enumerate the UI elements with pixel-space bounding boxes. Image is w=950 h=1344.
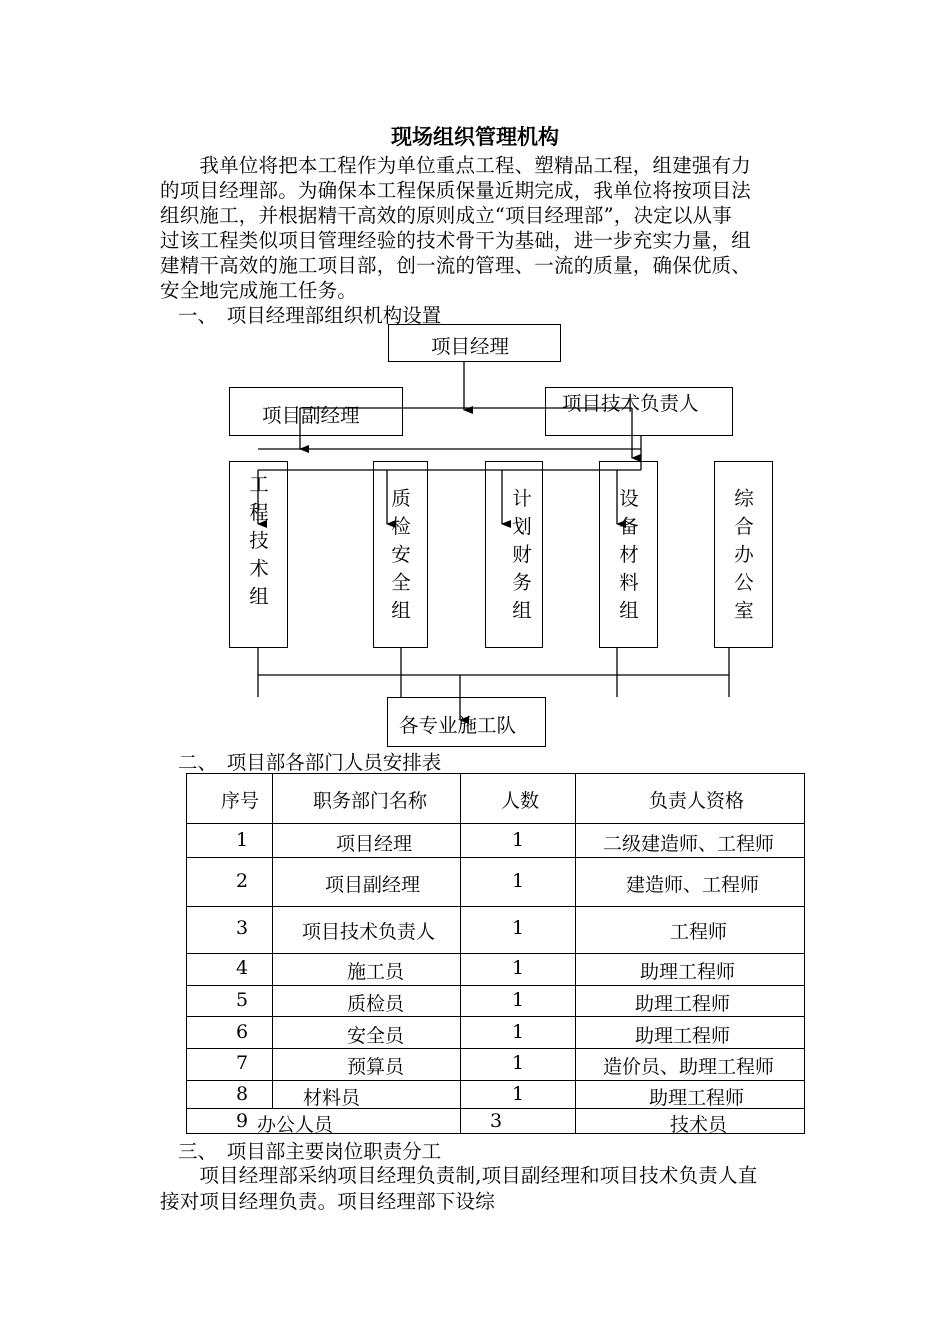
table-header-cell: 职务部门名称 bbox=[313, 790, 428, 812]
org-group-label: 设备材料组 bbox=[619, 487, 639, 622]
org-group-label: 综合办公室 bbox=[734, 487, 754, 622]
table-cell: 助理工程师 bbox=[649, 1087, 745, 1109]
table-cell: 1 bbox=[512, 870, 525, 892]
table-cell: 1 bbox=[512, 1021, 525, 1043]
table-cell: 1 bbox=[512, 917, 525, 939]
table-cell: 二级建造师、工程师 bbox=[603, 833, 775, 855]
table-cell: 1 bbox=[236, 829, 249, 851]
section-heading-duties: 三、 项目部主要岗位职责分工 bbox=[178, 1140, 442, 1163]
table-cell: 6 bbox=[236, 1021, 249, 1043]
intro-line: 组织施工，并根据精干高效的原则成立“项目经理部”，决定以从事 bbox=[160, 204, 732, 227]
page-title: 现场组织管理机构 bbox=[391, 124, 559, 149]
intro-line: 过该工程类似项目管理经验的技术骨干为基础，进一步充实力量，组 bbox=[160, 229, 752, 252]
table-cell: 预算员 bbox=[347, 1056, 405, 1078]
intro-line: 安全地完成施工任务。 bbox=[160, 279, 358, 302]
org-group-label: 质检安全组 bbox=[391, 487, 411, 622]
org-box-label: 项目副经理 bbox=[262, 404, 360, 427]
closing-line: 项目经理部采纳项目经理负责制,项目副经理和项目技术负责人直 bbox=[160, 1164, 758, 1187]
table-cell: 1 bbox=[512, 957, 525, 979]
table-cell: 项目技术负责人 bbox=[302, 921, 436, 943]
org-group-label: 工程技术组 bbox=[249, 473, 269, 608]
org-box-label: 各专业施工队 bbox=[399, 714, 517, 737]
table-cell: 办公人员 bbox=[257, 1114, 334, 1136]
table-header-cell: 负责人资格 bbox=[649, 790, 745, 812]
intro-line: 建精干高效的施工项目部，创一流的管理、一流的质量，确保优质、 bbox=[160, 254, 752, 277]
table-cell: 助理工程师 bbox=[640, 961, 736, 983]
section-heading-staffing: 二、 项目部各部门人员安排表 bbox=[178, 751, 442, 774]
org-group-label: 计划财务组 bbox=[512, 487, 532, 622]
table-cell: 项目经理 bbox=[336, 833, 413, 855]
table-cell: 助理工程师 bbox=[635, 993, 731, 1015]
table-cell: 材料员 bbox=[303, 1087, 361, 1109]
table-header-cell: 人数 bbox=[501, 790, 540, 812]
table-cell: 造价员、助理工程师 bbox=[603, 1056, 775, 1078]
intro-line: 的项目经理部。为确保本工程保质保量近期完成，我单位将按项目法 bbox=[160, 179, 752, 202]
table-cell: 质检员 bbox=[347, 993, 405, 1015]
org-box-label: 项目经理 bbox=[431, 335, 510, 358]
table-cell: 1 bbox=[512, 989, 525, 1011]
table-cell: 5 bbox=[236, 989, 249, 1011]
table-cell: 1 bbox=[512, 829, 525, 851]
table-cell: 7 bbox=[236, 1052, 249, 1074]
closing-line: 接对项目经理负责。项目经理部下设综 bbox=[160, 1190, 495, 1213]
table-cell: 施工员 bbox=[347, 961, 405, 983]
table-cell: 工程师 bbox=[670, 921, 728, 943]
table-cell: 9 bbox=[236, 1110, 249, 1132]
table-cell: 1 bbox=[512, 1083, 525, 1105]
table-cell: 3 bbox=[236, 917, 249, 939]
table-cell: 安全员 bbox=[347, 1025, 405, 1047]
table-cell: 助理工程师 bbox=[635, 1025, 731, 1047]
org-box-label: 项目技术负责人 bbox=[562, 392, 699, 415]
table-cell: 项目副经理 bbox=[325, 874, 421, 896]
table-cell: 建造师、工程师 bbox=[626, 874, 760, 896]
table-cell: 3 bbox=[490, 1110, 503, 1132]
section-heading-org: 一、 项目经理部组织机构设置 bbox=[178, 304, 442, 327]
table-cell: 2 bbox=[236, 870, 249, 892]
table-header-cell: 序号 bbox=[221, 790, 260, 812]
table-cell: 技术员 bbox=[670, 1114, 728, 1136]
table-cell: 4 bbox=[236, 957, 249, 979]
table-cell: 1 bbox=[512, 1052, 525, 1074]
intro-line: 我单位将把本工程作为单位重点工程、塑精品工程，组建强有力 bbox=[160, 154, 752, 177]
table-cell: 8 bbox=[236, 1083, 249, 1105]
